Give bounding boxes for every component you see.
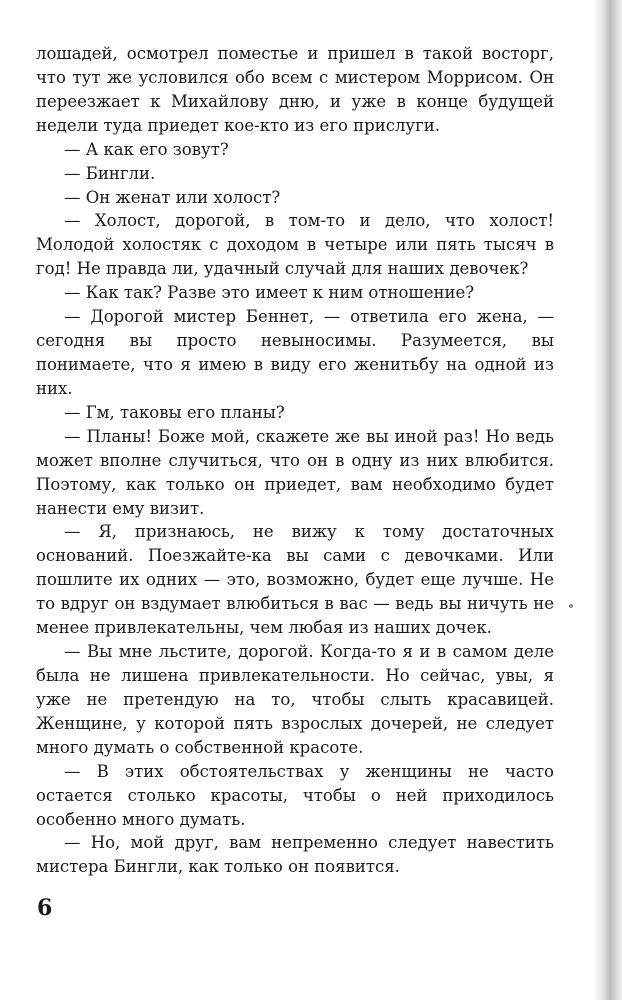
paragraph: — А как его зовут? — [64, 139, 229, 159]
page-number: 6 — [37, 895, 53, 921]
paragraph: лошадей, осмотрел поместье и пришел в такой восторг, что тут же условился обо всем с мистером Моррисом. Он переезжает к Михайлову дню, и уже в конце будущей недели туда приедет кое-кто из его прислуги. — [36, 44, 554, 135]
page-body — [36, 42, 554, 879]
paragraph: — Но, мой друг, вам непременно следует навестить мистера Бингли, как только он появится. — [36, 833, 554, 877]
paragraph: — Гм, таковы его планы? — [64, 402, 285, 422]
paragraph: — Планы! Боже мой, скажете же вы иной раз! Но ведь может вполне случиться, что он в одну из них влюбится. Поэтому, как только он приедет, вам необходимо будет нанести ему визит. — [36, 426, 554, 518]
paragraph: — Вы мне льстите, дорогой. Когда-то я и в самом деле была не лишена привлекательности. Но сейчас, увы, я уже не претендую на то, чтобы слыть красавицей. Женщине, у которой пять взрослых дочерей, не следует много думать о собственной красоте. — [36, 642, 554, 757]
paragraph: — Он женат или холост? — [64, 187, 281, 207]
book-spine-shadow — [592, 0, 622, 1000]
paragraph: — В этих обстоятельствах у женщины не часто остается столько красоты, чтобы о ней приходилось особенно много думать. — [36, 761, 554, 829]
paragraph: — Дорогой мистер Беннет, — ответила его жена, — сегодня вы просто невыносимы. Разумеется, вы понимаете, что я имею в виду его женитьбу на одной из них. — [36, 307, 554, 398]
paragraph: — Как так? Разве это имеет к ним отношение? — [64, 283, 475, 303]
paragraph: — Холост, дорогой, в том-то и дело, что холост! Молодой холостяк с доходом в четыре или пять тысяч в год! Не правда ли, удачный случай для наших девочек? — [36, 211, 554, 279]
paper-speck — [569, 604, 573, 608]
paragraph: — Бингли. — [64, 163, 156, 183]
paragraph: — Я, признаюсь, не вижу к тому достаточных оснований. Поезжайте-ка вы сами с девочками. Или пошлите их одних — это, возможно, будет еще лучше. Не то вдруг он вздумает влюбиться в вас — ведь вы ничуть не менее привлекательны, чем любая из наших дочек. — [36, 522, 554, 638]
